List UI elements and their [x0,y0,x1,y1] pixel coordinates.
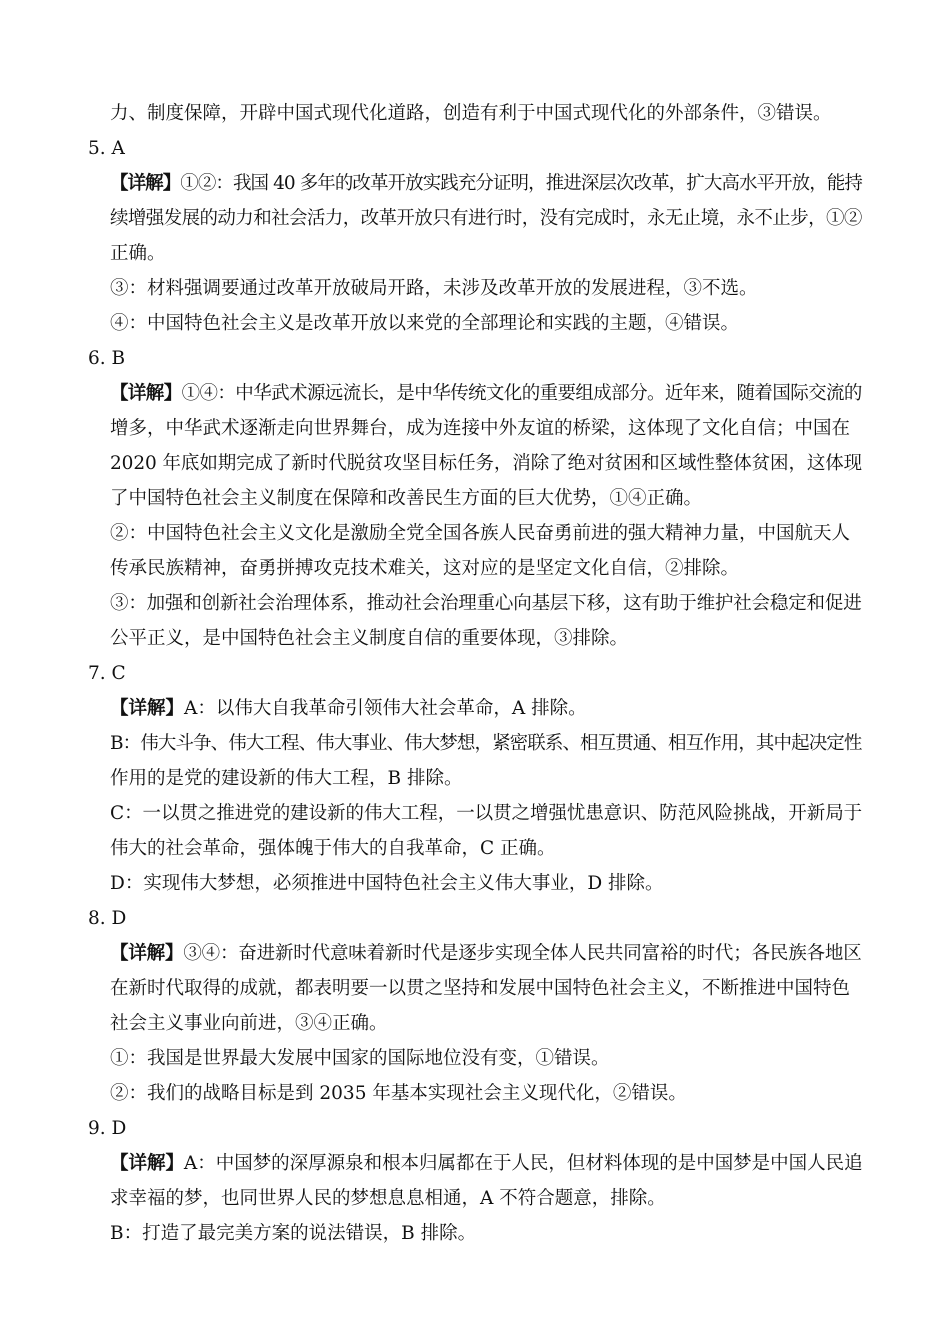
text-line: 伟大的社会革命，强体魄于伟大的自我革命，C 正确。 [110,838,556,859]
question-answer-line: 5. A [88,138,125,159]
detail-tag: 【详解】 [110,943,184,964]
text-line: 传承民族精神，奋勇拼搏攻克技术难关，这对应的是坚定文化自信，②排除。 [110,558,740,579]
text-line: B：伟大斗争、伟大工程、伟大事业、伟大梦想，紧密联系、相互贯通、相互作用，其中起决定性 [110,733,862,754]
text-line: 力、制度保障，开辟中国式现代化道路，创造有利于中国式现代化的外部条件，③错误。 [110,103,832,124]
text-line: ②：中国特色社会主义文化是激励全党全国各族人民奋勇前进的强大精神力量，中国航天人 [110,523,851,544]
detail-line [110,376,862,411]
detail-line [110,1146,862,1181]
detail-line [110,166,862,201]
text-line: ④：中国特色社会主义是改革开放以来党的全部理论和实践的主题，④错误。 [110,313,740,334]
detail-text: A：以伟大自我革命引领伟大社会革命，A 排除。 [184,698,587,719]
text-line: ③：材料强调要通过改革开放破局开路，未涉及改革开放的发展进程，③不选。 [110,278,758,299]
text-line: 续增强发展的动力和社会活力，改革开放只有进行时，没有完成时，永无止境，永不止步，①② [110,208,862,229]
text-line: 2020 年底如期完成了新时代脱贫攻坚目标任务，消除了绝对贫困和区域性整体贫困，这体现 [110,453,863,474]
text-line: 在新时代取得的成就，都表明要一以贯之坚持和发展中国特色社会主义，不断推进中国特色 [110,978,851,999]
text-line: B：打造了最完美方案的说法错误，B 排除。 [110,1223,477,1244]
text-line: ③：加强和创新社会治理体系，推动社会治理重心向基层下移，这有助于维护社会稳定和促进 [110,593,862,614]
text-line: D：实现伟大梦想，必须推进中国特色社会主义伟大事业，D 排除。 [110,873,664,894]
text-line: ①：我国是世界最大发展中国家的国际地位没有变，①错误。 [110,1048,610,1069]
question-answer-line: 9. D [88,1118,127,1139]
text-line: 增多，中华武术逐渐走向世界舞台，成为连接中外友谊的桥梁，这体现了文化自信；中国在 [110,418,851,439]
text-line: C：一以贯之推进党的建设新的伟大工程，一以贯之增强忧患意识、防范风险挑战，开新局于 [110,803,863,824]
question-answer-line: 6. B [88,348,126,369]
detail-text: ①④：中华武术源远流长，是中华传统文化的重要组成部分。近年来，随着国际交流的 [181,383,862,404]
question-answer-line: 7. C [88,663,126,684]
text-line: 作用的是党的建设新的伟大工程，B 排除。 [110,768,463,789]
text-line: ②：我们的战略目标是到 2035 年基本实现社会主义现代化，②错误。 [110,1083,687,1104]
detail-text: ①②：我国 40 多年的改革开放实践充分证明，推进深层次改革，扩大高水平开放，能持 [180,173,862,194]
text-line: 求幸福的梦，也同世界人民的梦想息息相通，A 不符合题意，排除。 [110,1188,666,1209]
text-line: 正确。 [110,243,166,264]
detail-text: A：中国梦的深厚源泉和根本归属都在于人民，但材料体现的是中国梦是中国人民追 [183,1153,863,1174]
question-answer-line: 8. D [88,908,127,929]
detail-tag: 【详解】 [110,1153,184,1174]
text-line: 社会主义事业向前进，③④正确。 [110,1013,388,1034]
detail-line [110,691,862,726]
detail-tag: 【详解】 [110,383,182,404]
detail-tag: 【详解】 [110,173,181,194]
text-line: 了中国特色社会主义制度在保障和改善民生方面的巨大优势，①④正确。 [110,488,703,509]
detail-line [110,936,862,971]
detail-text: ③④：奋进新时代意味着新时代是逐步实现全体人民共同富裕的时代；各民族各地区 [183,943,862,964]
text-line: 公平正义，是中国特色社会主义制度自信的重要体现，③排除。 [110,628,629,649]
answer-explanation-text [88,96,863,1251]
detail-tag: 【详解】 [110,698,185,719]
